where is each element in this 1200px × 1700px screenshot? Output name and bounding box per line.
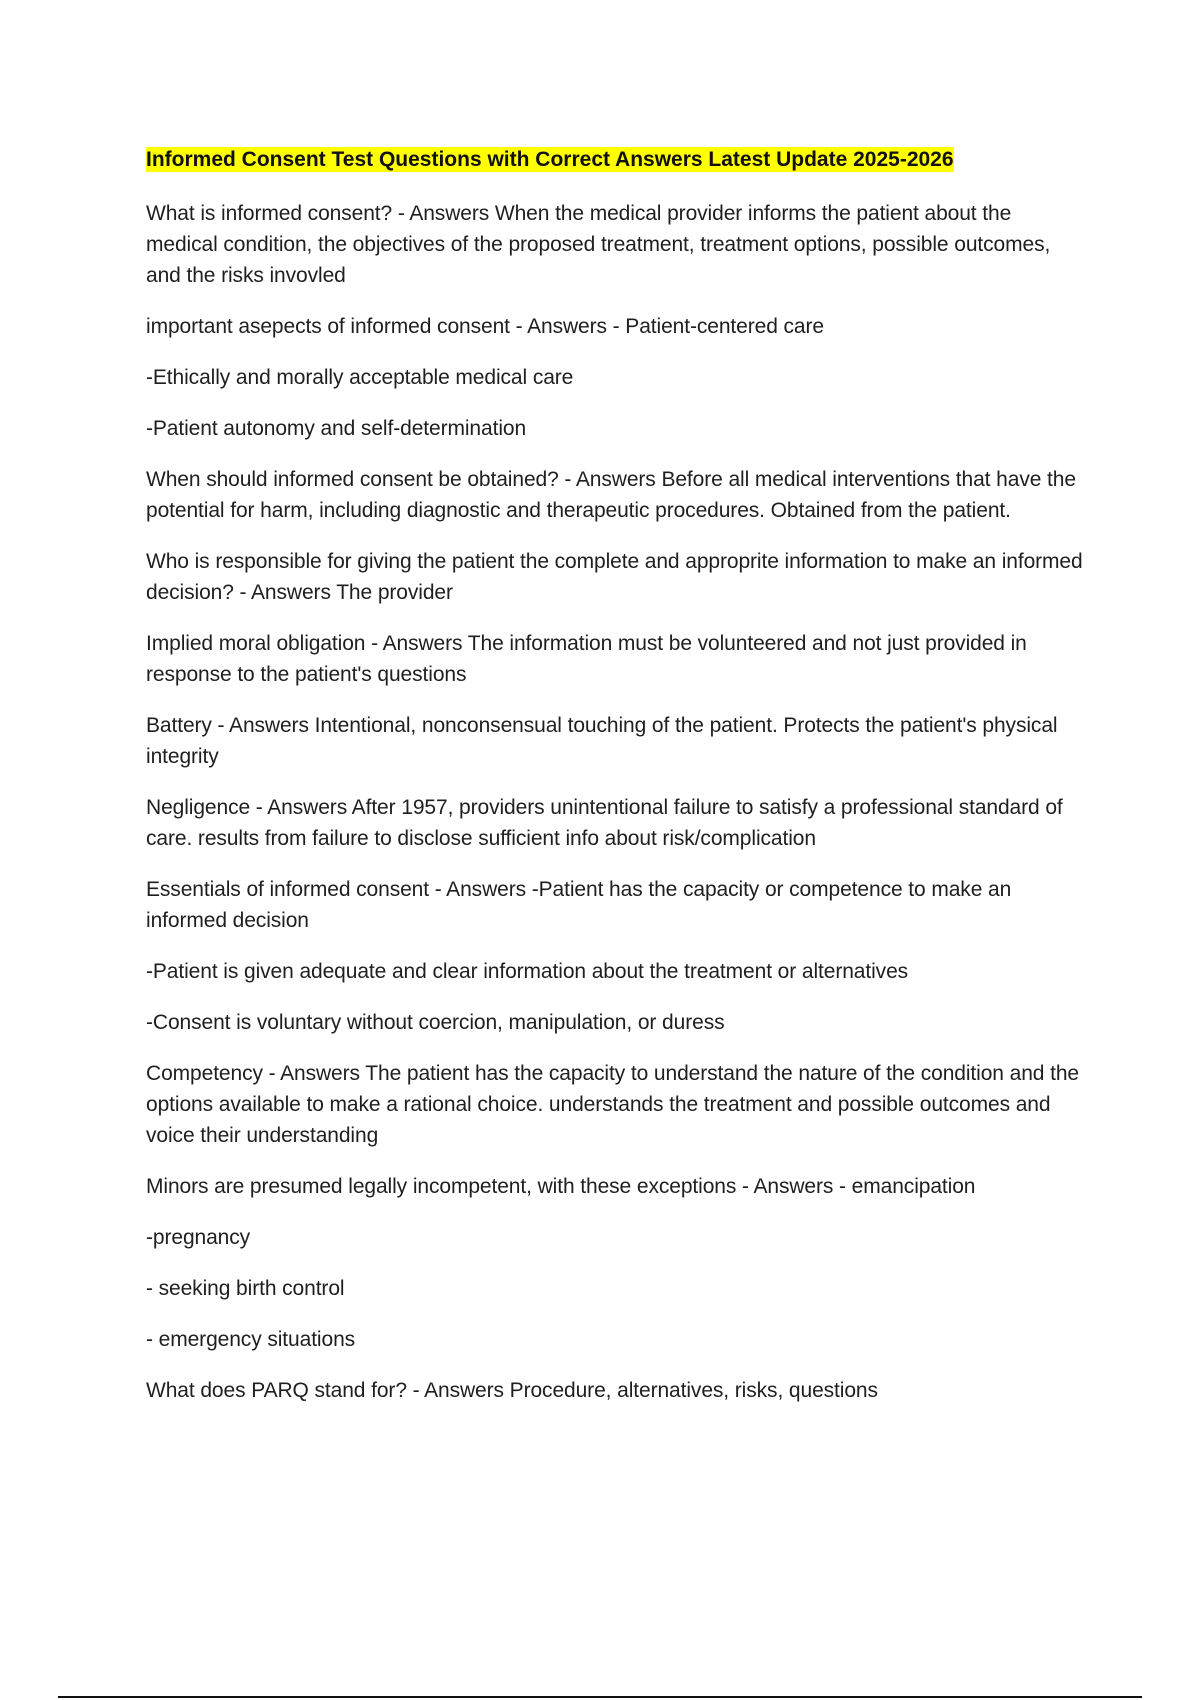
paragraph-5: When should informed consent be obtained? - Answers Before all medical interventions that have the potential for harm, including diagnostic and therapeutic procedures. Obtained from the patient. — [146, 468, 1076, 522]
paragraph-3: -Ethically and morally acceptable medical care — [146, 366, 574, 389]
paragraph-13: Competency - Answers The patient has the capacity to understand the nature of the condition and the options available to make a rational choice. understands the treatment and possible outcomes and voice their understanding — [146, 1062, 1079, 1147]
paragraph-14: Minors are presumed legally incompetent, with these exceptions - Answers - emancipation — [146, 1175, 976, 1198]
document-title: Informed Consent Test Questions with Correct Answers Latest Update 2025-2026 — [146, 148, 954, 171]
paragraph-8: Battery - Answers Intentional, nonconsensual touching of the patient. Protects the patient's physical integrity — [146, 714, 1058, 768]
paragraph-12: -Consent is voluntary without coercion, manipulation, or duress — [146, 1011, 725, 1034]
paragraph-15: -pregnancy — [146, 1226, 251, 1249]
paragraph-6: Who is responsible for giving the patient the complete and approprite information to make an informed decision? - Answers The provider — [146, 550, 1083, 604]
paragraph-7: Implied moral obligation - Answers The information must be volunteered and not just provided in response to the patient's questions — [146, 632, 1027, 686]
paragraph-16: - seeking birth control — [146, 1277, 345, 1300]
document-body — [146, 146, 1086, 1426]
paragraph-4: -Patient autonomy and self-determination — [146, 417, 527, 440]
paragraph-11: -Patient is given adequate and clear information about the treatment or alternatives — [146, 960, 909, 983]
paragraph-17: - emergency situations — [146, 1328, 356, 1351]
paragraph-1: What is informed consent? - Answers When the medical provider informs the patient about the medical condition, the objectives of the proposed treatment, treatment options, possible outcomes, and the risks invovled — [146, 202, 1051, 287]
paragraph-2: important asepects of informed consent - Answers - Patient-centered care — [146, 315, 824, 338]
paragraph-9: Negligence - Answers After 1957, providers unintentional failure to satisfy a professional standard of care. results from failure to disclose sufficient info about risk/complication — [146, 796, 1063, 850]
page-bottom-rule — [58, 1696, 1142, 1698]
title-line — [146, 146, 1086, 176]
paragraph-18: What does PARQ stand for? - Answers Procedure, alternatives, risks, questions — [146, 1379, 878, 1402]
paragraph-10: Essentials of informed consent - Answers -Patient has the capacity or competence to make an informed decision — [146, 878, 1012, 932]
